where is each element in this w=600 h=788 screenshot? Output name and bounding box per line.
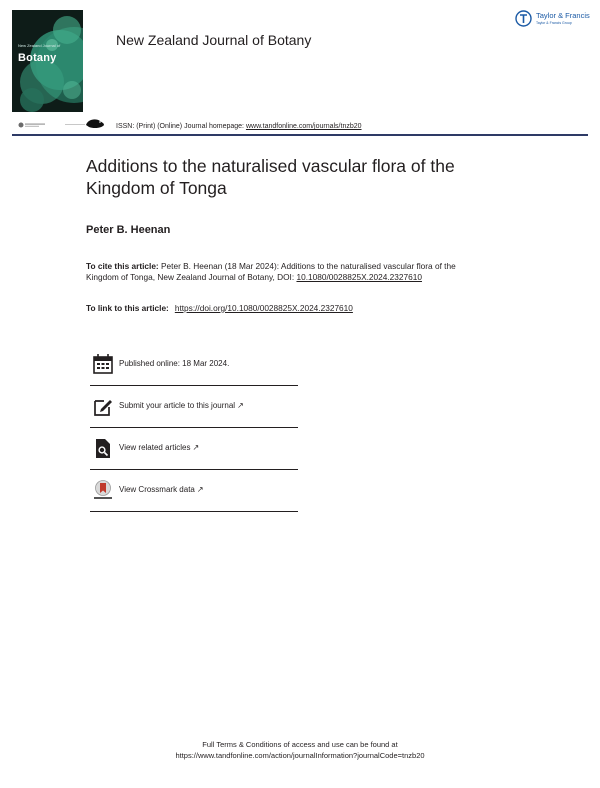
related-articles-item[interactable]: [90, 429, 298, 471]
header-rule: [12, 134, 588, 136]
submit-article-item[interactable]: [90, 387, 298, 429]
bird-logo-icon: [85, 117, 105, 130]
related-articles-link[interactable]: [119, 443, 199, 452]
journal-homepage-link[interactable]: www.tandfonline.com/journals/tnzb20: [245, 123, 362, 130]
submit-article-label: Submit your article to this journal: [119, 401, 236, 410]
society-logo-icon: [18, 121, 48, 129]
crossmark-item[interactable]: [90, 471, 298, 513]
related-articles-icon: [92, 437, 114, 459]
article-link-line: [86, 303, 353, 313]
publisher-logo[interactable]: [515, 9, 595, 31]
citation-block: [86, 261, 466, 283]
cite-label: To cite this article:: [86, 261, 159, 271]
footer-line-1: Full Terms & Conditions of access and use can be found at: [202, 740, 398, 749]
logo-divider: [65, 124, 85, 125]
related-articles-label: View related articles: [119, 443, 191, 452]
taylor-francis-icon: [515, 10, 532, 27]
link-label: To link to this article:: [86, 303, 169, 313]
item-divider: [90, 511, 298, 512]
calendar-icon: [92, 353, 114, 375]
external-link-icon: ↗: [196, 485, 204, 494]
publisher-group: Taylor & Francis Group: [536, 21, 572, 25]
article-title: Additions to the naturalised vascular flora of the Kingdom of Tonga: [86, 156, 455, 198]
external-link-icon: ↗: [192, 443, 200, 452]
article-doi-link[interactable]: https://doi.org/10.1080/0028825X.2024.2327610: [174, 303, 353, 313]
issn-line: [116, 123, 362, 130]
cite-doi-link[interactable]: 10.1080/0028825X.2024.2327610: [296, 272, 422, 282]
cover-title: Botany: [18, 52, 57, 64]
crossmark-icon: [92, 479, 114, 501]
crossmark-link[interactable]: [119, 485, 204, 494]
external-link-icon: ↗: [237, 401, 244, 410]
article-author: Peter B. Heenan: [86, 224, 171, 236]
item-divider: [90, 427, 298, 428]
cover-subtitle: New Zealand Journal of: [18, 43, 61, 48]
journal-title[interactable]: New Zealand Journal of Botany: [116, 32, 312, 48]
footer-terms-link[interactable]: https://www.tandfonline.com/action/journalInformation?journalCode=tnzb20: [175, 751, 425, 760]
published-online-label: Published online: 18 Mar 2024.: [119, 359, 230, 368]
cite-text: Peter B. Heenan (18 Mar 2024): Additions to the naturalised vascular flora of the Kingdom of Tonga, New Zealand Journal of Botany, DOI:: [86, 261, 456, 282]
publisher-name: Taylor & Francis: [536, 11, 590, 20]
edit-icon: [92, 395, 114, 417]
item-divider: [90, 385, 298, 386]
crossmark-label: View Crossmark data: [119, 485, 195, 494]
footer-terms: [0, 739, 600, 761]
journal-cover-image: [12, 10, 83, 112]
item-divider: [90, 469, 298, 470]
issn-text: ISSN: (Print) (Online) Journal homepage:: [116, 123, 246, 130]
published-online-item: [90, 345, 298, 387]
submit-article-link[interactable]: [119, 401, 244, 410]
